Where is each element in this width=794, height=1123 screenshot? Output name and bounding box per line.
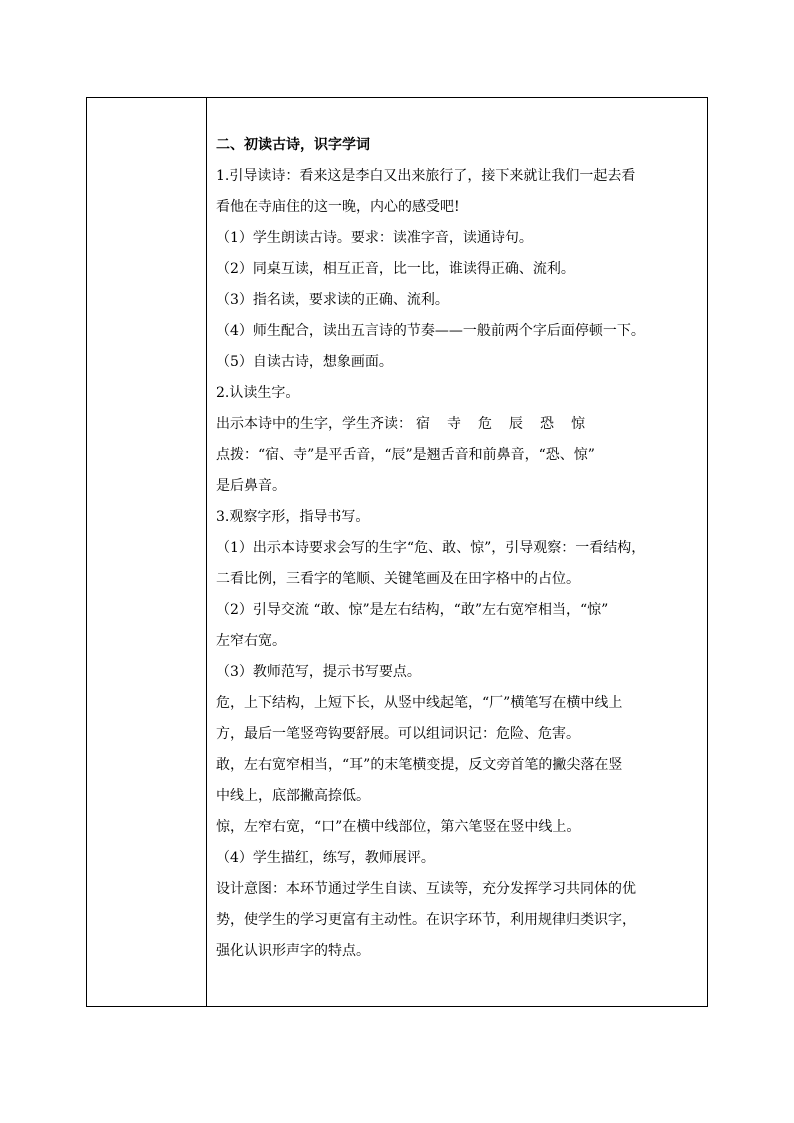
text-line: 1.引导读诗：看来这是李白又出来旅行了，接下来就让我们一起去看 [216,168,636,184]
section-heading: 二、初读古诗，识字学词 [216,137,370,153]
text-line: （2）同桌互读，相互正音，比一比，谁读得正确、流利。 [216,261,575,277]
text-line: 势，使学生的学习更富有主动性。在识字环节，利用规律归类识字， [216,912,636,928]
text-line: （1）出示本诗要求会写的生字“危、敢、惊”，引导观察：一看结构， [216,540,646,556]
new-char: 寺 [447,416,461,432]
text-line: 中线上，底部撇高捺低。 [216,788,370,804]
text-line: 敢，左右宽窄相当，“耳”的末笔横变提，反文旁首笔的撇尖落在竖 [216,757,623,773]
text-line: （3）教师范写，提示书写要点。 [216,664,421,680]
new-char: 危 [478,416,492,432]
text-line: （3）指名读，要求读的正确、流利。 [216,292,449,308]
text-line: 2.认读生字。 [216,385,300,401]
text-line: 惊，左窄右宽，“口”在横中线部位，第六笔竖在竖中线上。 [216,819,581,835]
text-line: （2）引导交流 “敢、惊”是左右结构，“敢”左右宽窄相当，“惊” [216,602,609,618]
text-line: （4）师生配合，读出五言诗的节奏——一般前两个字后面停顿一下。 [216,323,645,339]
text-line: （5）自读古诗，想象画面。 [216,354,393,370]
text-line: 强化认识形声字的特点。 [216,943,370,959]
text-line: 是后鼻音。 [216,478,286,494]
text-line: （1）学生朗读古诗。要求：读准字音，读通诗句。 [216,230,533,246]
text-line: （4）学生描红，练写，教师展评。 [216,850,435,866]
text-line: 方，最后一笔竖弯钩要舒展。可以组词识记：危险、危害。 [216,726,580,742]
new-char: 辰 [509,416,523,432]
char-line-prefix: 出示本诗中的生字，学生齐读： [216,416,412,432]
text-line: 3.观察字形，指导书写。 [216,509,370,525]
text-line: 设计意图：本环节通过学生自读、互读等，充分发挥学习共同体的优 [216,881,636,897]
new-char: 恐 [540,416,554,432]
table-left-cell [87,98,207,1006]
text-line: 二看比例，三看字的笔顺、关键笔画及在田字格中的占位。 [216,571,580,587]
lesson-table [86,97,708,1007]
text-line: 点拨：“宿、寺”是平舌音，“辰”是翘舌音和前鼻音，“恐、惊” [216,447,595,463]
new-char: 宿 [416,416,430,432]
text-line: 看他在寺庙住的这一晚，内心的感受吧! [216,199,460,215]
text-line: 危，上下结构，上短下长，从竖中线起笔，“厂”横笔写在横中线上 [216,695,623,711]
new-characters-line [216,409,701,440]
table-content-cell [207,98,707,1006]
text-line: 左窄右宽。 [216,633,286,649]
new-char: 惊 [571,416,585,432]
